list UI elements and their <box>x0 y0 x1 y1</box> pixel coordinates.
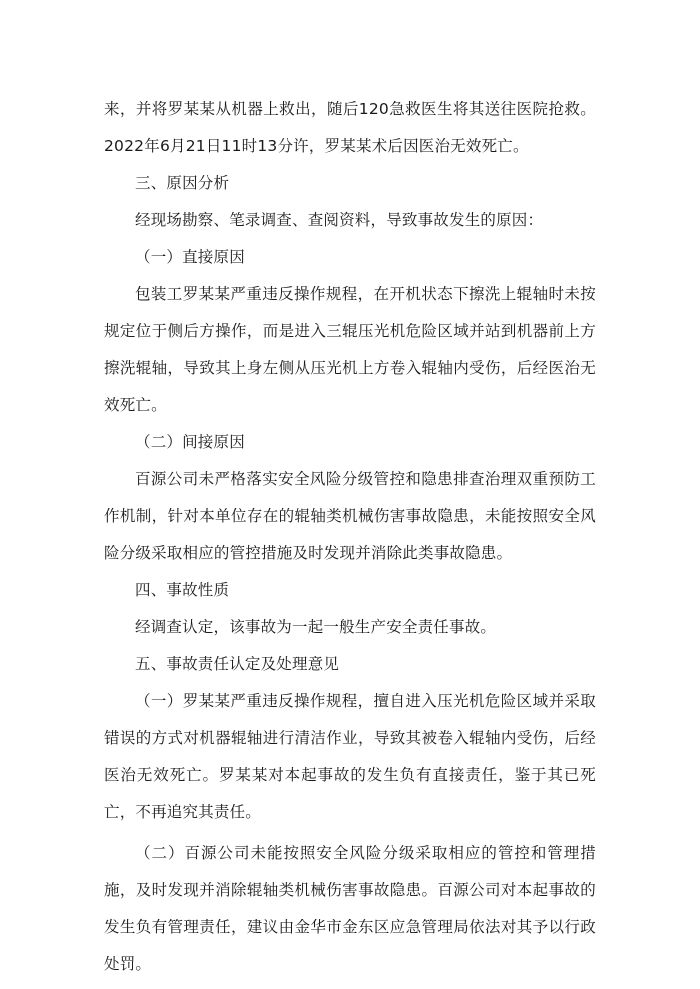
subheading-direct-cause: （一）直接原因 <box>135 248 245 266</box>
paragraph-indirect-cause: 百源公司未严格落实安全风险分级管控和隐患排查治理双重预防工作机制，针对本单位存在的辊轴类机械伤害事故隐患，未能按照安全风险分级采取相应的管控措施及时发现并消除此类事故隐患。 <box>104 470 596 562</box>
paragraph-accident-nature: 经调查认定，该事故为一起一般生产安全责任事故。 <box>135 618 497 636</box>
paragraph-responsibility-company: （二）百源公司未能按照安全风险分级采取相应的管控和管理措施，及时发现并消除辊轴类机械伤害事故隐患。百源公司对本起事故的发生负有管理责任，建议由金华市金东区应急管理局依法对其予以行政处罚。 <box>104 844 596 973</box>
heading-accident-nature: 四、事故性质 <box>135 581 230 599</box>
heading-cause-analysis: 三、原因分析 <box>135 174 230 192</box>
heading-responsibility: 五、事故责任认定及处理意见 <box>135 655 340 673</box>
paragraph-accident-continuation: 来，并将罗某某从机器上救出，随后120急救医生将其送往医院抢救。2022年6月21日11时13分许，罗某某术后因医治无效死亡。 <box>104 100 596 155</box>
subheading-indirect-cause: （二）间接原因 <box>135 433 245 451</box>
paragraph-cause-intro: 经现场勘察、笔录调查、查阅资料，导致事故发生的原因： <box>135 211 544 229</box>
paragraph-direct-cause: 包装工罗某某严重违反操作规程，在开机状态下擦洗上辊轴时未按规定位于侧后方操作，而是进入三辊压光机危险区域并站到机器前上方擦洗辊轴，导致其上身左侧从压光机上方卷入辊轴内受伤，后经医治无效死亡。 <box>104 285 596 414</box>
document-body <box>104 91 596 983</box>
paragraph-responsibility-person: （一）罗某某严重违反操作规程，擅自进入压光机危险区域并采取错误的方式对机器辊轴进行清洁作业，导致其被卷入辊轴内受伤，后经医治无效死亡。罗某某对本起事故的发生负有直接责任，鉴于其已死亡，不再追究其责任。 <box>104 692 596 821</box>
